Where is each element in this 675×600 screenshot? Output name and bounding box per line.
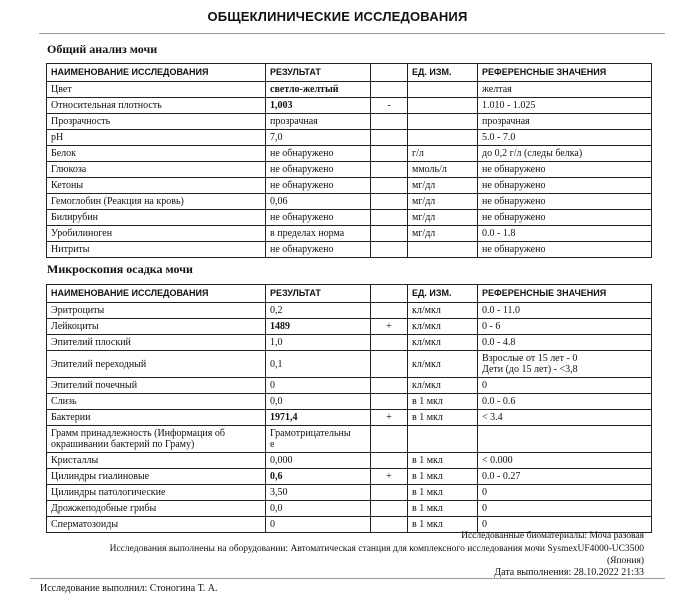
table-row: [47, 130, 652, 146]
table-row: [47, 453, 652, 469]
header-name: НАИМЕНОВАНИЕ ИССЛЕДОВАНИЯ: [47, 285, 266, 303]
urinalysis-table: [46, 63, 652, 258]
test-result: не обнаружено: [266, 210, 371, 226]
abnormal-flag: [371, 426, 408, 453]
abnormal-flag: [371, 242, 408, 258]
table-row: [47, 114, 652, 130]
test-unit: [408, 114, 478, 130]
reference-range: 0.0 - 1.8: [478, 226, 652, 242]
reference-range: 0.0 - 11.0: [478, 303, 652, 319]
microscopy-table: [46, 284, 652, 533]
test-unit: в 1 мкл: [408, 501, 478, 517]
test-result: светло-желтый: [266, 82, 371, 98]
reference-range: 0: [478, 378, 652, 394]
table-row: [47, 351, 652, 378]
test-name: Слизь: [47, 394, 266, 410]
reference-range: 0.0 - 4.8: [478, 335, 652, 351]
header-reference: РЕФЕРЕНСНЫЕ ЗНАЧЕНИЯ: [478, 285, 652, 303]
test-result: не обнаружено: [266, 242, 371, 258]
table-row: [47, 303, 652, 319]
test-unit: в 1 мкл: [408, 453, 478, 469]
abnormal-flag: [371, 501, 408, 517]
reference-range: [478, 426, 652, 453]
test-unit: в 1 мкл: [408, 485, 478, 501]
test-name: Эпителий плоский: [47, 335, 266, 351]
test-unit: в 1 мкл: [408, 394, 478, 410]
table-row: [47, 501, 652, 517]
abnormal-flag: [371, 517, 408, 533]
abnormal-flag: [371, 210, 408, 226]
test-unit: в 1 мкл: [408, 410, 478, 426]
test-result: в пределах норма: [266, 226, 371, 242]
test-name: pH: [47, 130, 266, 146]
report-title: ОБЩЕКЛИНИЧЕСКИЕ ИССЛЕДОВАНИЯ: [207, 9, 468, 24]
header-result: РЕЗУЛЬТАТ: [266, 64, 371, 82]
test-unit: в 1 мкл: [408, 469, 478, 485]
test-name: Билирубин: [47, 210, 266, 226]
test-unit: [408, 130, 478, 146]
test-name: Цилиндры гиалиновые: [47, 469, 266, 485]
reference-range: 1.010 - 1.025: [478, 98, 652, 114]
test-name: Эпителий почечный: [47, 378, 266, 394]
header-name: НАИМЕНОВАНИЕ ИССЛЕДОВАНИЯ: [47, 64, 266, 82]
header-reference: РЕФЕРЕНСНЫЕ ЗНАЧЕНИЯ: [478, 64, 652, 82]
table-row: [47, 335, 652, 351]
reference-range: 5.0 - 7.0: [478, 130, 652, 146]
microscopy-heading: Микроскопия осадка мочи: [47, 262, 193, 276]
table-row: [47, 410, 652, 426]
table-header-row: [47, 64, 652, 82]
test-name: Цилиндры патологические: [47, 485, 266, 501]
test-name: Уробилиноген: [47, 226, 266, 242]
test-name: Нитриты: [47, 242, 266, 258]
reference-range: не обнаружено: [478, 162, 652, 178]
abnormal-flag: -: [371, 98, 408, 114]
reference-range: < 0.000: [478, 453, 652, 469]
microscopy-rows: [47, 303, 652, 533]
abnormal-flag: +: [371, 469, 408, 485]
performer: Исследование выполнил: Стоногина Т. А.: [40, 583, 218, 594]
test-name: [47, 426, 266, 453]
test-name: Бактерии: [47, 410, 266, 426]
equipment-note: Исследования выполнены на оборудовании: Автоматическая станция для комплексного исследования мочи SysmexUF4000-UC3500: [109, 544, 644, 554]
abnormal-flag: [371, 194, 408, 210]
abnormal-flag: [371, 394, 408, 410]
test-result: прозрачная: [266, 114, 371, 130]
table-row: [47, 82, 652, 98]
test-name: Кристаллы: [47, 453, 266, 469]
test-unit: мг/дл: [408, 210, 478, 226]
test-unit: [408, 82, 478, 98]
test-result: не обнаружено: [266, 178, 371, 194]
test-result: 1971,4: [266, 410, 371, 426]
reference-range: 0: [478, 501, 652, 517]
bottom-divider: [30, 578, 665, 579]
test-name: Относительная плотность: [47, 98, 266, 114]
abnormal-flag: +: [371, 319, 408, 335]
test-result: 0,1: [266, 351, 371, 378]
test-result: 1,003: [266, 98, 371, 114]
abnormal-flag: [371, 178, 408, 194]
test-unit: [408, 98, 478, 114]
reference-range: не обнаружено: [478, 242, 652, 258]
test-unit: кл/мкл: [408, 351, 478, 378]
test-name: Сперматозоиды: [47, 517, 266, 533]
abnormal-flag: [371, 485, 408, 501]
table-row: [47, 210, 652, 226]
table-row: [47, 162, 652, 178]
reference-range: 0 - 6: [478, 319, 652, 335]
test-result: 0: [266, 378, 371, 394]
test-result: 0,000: [266, 453, 371, 469]
abnormal-flag: [371, 130, 408, 146]
title-divider: [39, 33, 665, 34]
abnormal-flag: [371, 82, 408, 98]
test-name: Эпителий переходный: [47, 351, 266, 378]
abnormal-flag: [371, 162, 408, 178]
test-result: не обнаружено: [266, 146, 371, 162]
header-result: РЕЗУЛЬТАТ: [266, 285, 371, 303]
test-result: 0,0: [266, 501, 371, 517]
header-flag: [371, 285, 408, 303]
reference-range: не обнаружено: [478, 194, 652, 210]
urinalysis-heading: Общий анализ мочи: [47, 42, 158, 56]
test-unit: кл/мкл: [408, 378, 478, 394]
test-result: 1,0: [266, 335, 371, 351]
table-row: [47, 319, 652, 335]
table-row: [47, 394, 652, 410]
abnormal-flag: [371, 351, 408, 378]
table-header-row: [47, 285, 652, 303]
header-flag: [371, 64, 408, 82]
table-row: [47, 178, 652, 194]
abnormal-flag: [371, 114, 408, 130]
completion-date: Дата выполнения: 28.10.2022 21:33: [494, 567, 644, 578]
abnormal-flag: [371, 146, 408, 162]
reference-range: 0.0 - 0.27: [478, 469, 652, 485]
test-unit: [408, 242, 478, 258]
urinalysis-rows: [47, 82, 652, 258]
header-unit: ЕД. ИЗМ.: [408, 285, 478, 303]
table-row: [47, 469, 652, 485]
reference-range: 0: [478, 517, 652, 533]
abnormal-flag: +: [371, 410, 408, 426]
table-row: [47, 426, 652, 453]
test-name: Глюкоза: [47, 162, 266, 178]
test-result-line2: е: [270, 439, 275, 450]
reference-range: 0.0 - 0.6: [478, 394, 652, 410]
test-result: 3,50: [266, 485, 371, 501]
test-result: 0,2: [266, 303, 371, 319]
abnormal-flag: [371, 226, 408, 242]
test-result: 0,06: [266, 194, 371, 210]
test-unit: мг/дл: [408, 194, 478, 210]
abnormal-flag: [371, 335, 408, 351]
table-row: [47, 146, 652, 162]
reference-range: не обнаружено: [478, 210, 652, 226]
abnormal-flag: [371, 303, 408, 319]
reference-range: прозрачная: [478, 114, 652, 130]
reference-range: < 3.4: [478, 410, 652, 426]
test-name: Кетоны: [47, 178, 266, 194]
test-name-line1: Грамм принадлежность (Информация об: [51, 428, 225, 439]
table-row: [47, 98, 652, 114]
table-row: [47, 226, 652, 242]
reference-range: [478, 351, 652, 378]
biomaterial-note: Исследованные биоматериалы: Моча разовая: [461, 531, 644, 541]
test-result-line1: Грамотрицательны: [270, 428, 351, 439]
test-unit: мг/дл: [408, 178, 478, 194]
test-result: 0: [266, 517, 371, 533]
equipment-country: (Япония): [606, 556, 644, 566]
test-name: Эритроциты: [47, 303, 266, 319]
test-result: 1489: [266, 319, 371, 335]
abnormal-flag: [371, 453, 408, 469]
test-unit: кл/мкл: [408, 335, 478, 351]
test-name: Дрожжеподобные грибы: [47, 501, 266, 517]
test-name-line2: окрашивании бактерий по Граму): [51, 439, 195, 450]
test-name: Гемоглобин (Реакция на кровь): [47, 194, 266, 210]
test-result: не обнаружено: [266, 162, 371, 178]
test-unit: мг/дл: [408, 226, 478, 242]
reference-range: желтая: [478, 82, 652, 98]
test-result: 0,6: [266, 469, 371, 485]
reference-range: 0: [478, 485, 652, 501]
test-result: [266, 426, 371, 453]
test-unit: ммоль/л: [408, 162, 478, 178]
test-name: Лейкоциты: [47, 319, 266, 335]
reference-range-line2: Дети (до 15 лет) - <3,8: [482, 364, 578, 375]
reference-range-line1: Взрослые от 15 лет - 0: [482, 353, 578, 364]
reference-range: до 0,2 г/л (следы белка): [478, 146, 652, 162]
reference-range: не обнаружено: [478, 178, 652, 194]
test-unit: кл/мкл: [408, 303, 478, 319]
test-unit: в 1 мкл: [408, 517, 478, 533]
table-row: [47, 378, 652, 394]
test-unit: кл/мкл: [408, 319, 478, 335]
test-unit: [408, 426, 478, 453]
test-result: 0,0: [266, 394, 371, 410]
test-unit: г/л: [408, 146, 478, 162]
abnormal-flag: [371, 378, 408, 394]
header-unit: ЕД. ИЗМ.: [408, 64, 478, 82]
table-row: [47, 242, 652, 258]
table-row: [47, 194, 652, 210]
test-name: Белок: [47, 146, 266, 162]
test-name: Прозрачность: [47, 114, 266, 130]
table-row: [47, 485, 652, 501]
test-result: 7,0: [266, 130, 371, 146]
test-name: Цвет: [47, 82, 266, 98]
